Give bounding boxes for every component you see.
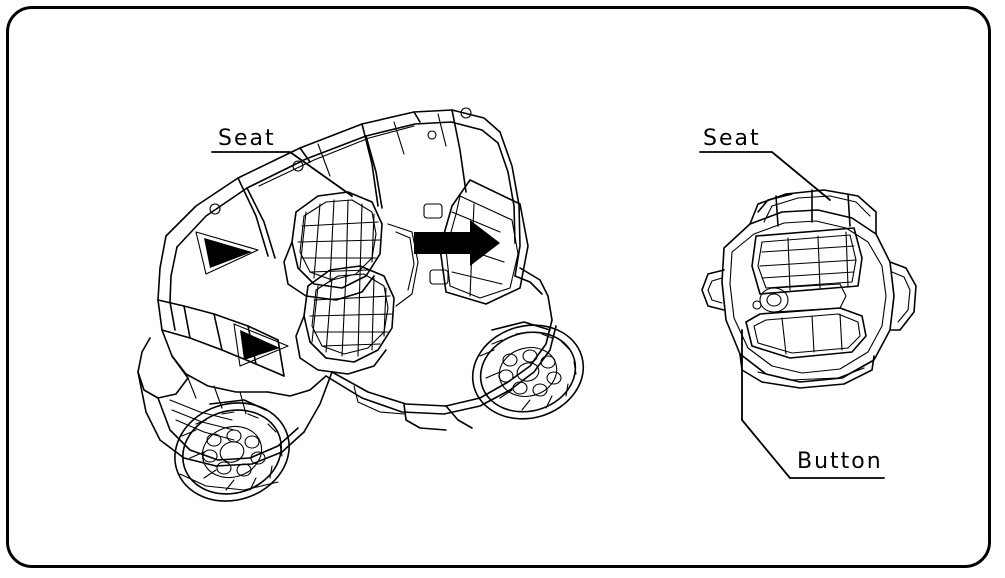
left-view-seat-front	[284, 192, 382, 300]
front-wheel	[162, 388, 302, 515]
right-vehicle-artwork	[702, 190, 916, 388]
label-seat-right: Seat	[703, 126, 761, 151]
rear-wheel	[461, 312, 594, 431]
right-view-seat	[752, 228, 862, 312]
left-view-seat-rear	[296, 266, 394, 374]
label-seat-left: Seat	[218, 126, 276, 151]
label-button: Button	[797, 449, 883, 474]
left-vehicle-artwork	[138, 108, 595, 516]
